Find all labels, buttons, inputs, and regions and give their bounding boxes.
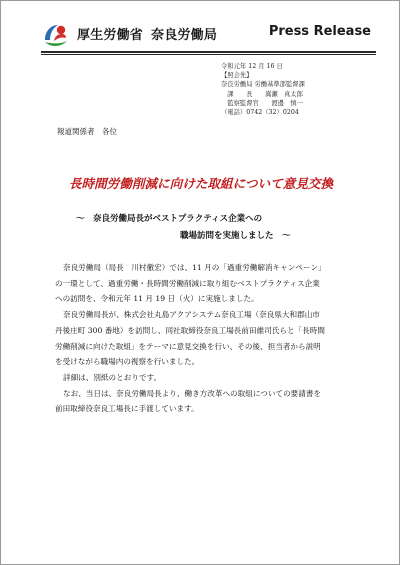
body-line: への訪問を、令和元年 11 月 19 日（火）に実施しました。 [55,294,259,304]
subtitle-line-2: 職場訪問を実施しました ～ [180,231,291,241]
release-date: 令和元年 12 月 16 日 [221,63,283,70]
document-title: 長時間労働削減に向けた取組について意見交換 [68,176,334,191]
body-line: なお、当日は、奈良労働局長より、働き方改革への取組についての要請書を [63,388,322,398]
subtitle-line-1: ～ 奈良労働局長がベストプラクティス企業への [76,214,263,224]
contact-info [221,62,351,117]
bureau-name: 奈良労働局 [151,28,218,43]
contact-line: 奈良労働局 労働基準部監督課 [221,81,305,89]
body-line: 労働削減に向けた取組」をテーマに意見交換を行い、その後、担当者から説明 [55,341,321,351]
header [41,20,381,50]
body-line: 奈良労働局（局長 川村徹宏）では、11 月の「過重労働解消キャンペーン」 [63,263,326,272]
contact-heading: 【照会先】 [221,72,253,80]
body-line: 丹後庄町 300 番地）を訪問し、同社取締役奈良工場長前田維司氏らと「長時間 [55,325,325,335]
contact-line: 監察監督官 渡邊 慎一 [221,99,303,107]
body-text [55,260,365,417]
ministry-logo-icon [41,20,71,50]
ministry-name: 厚生労働省 [77,28,144,43]
press-release-label: Press Release [268,24,371,39]
contact-line: （電話）0742（32）0204 [221,109,299,117]
org-name [77,24,217,43]
body-line: を受けながら職場内の視察を行いました。 [55,357,200,367]
header-divider [41,51,376,53]
addressee: 報道関係者 各位 [57,127,117,136]
body-line: 前田取締役奈良工場長に手渡しています。 [55,404,199,414]
header-divider-thin [41,54,376,55]
body-line: 詳細は、別紙のとおりです。 [63,372,162,382]
body-line: 奈良労働局長が、株式会社丸島アクアシステム奈良工場（奈良県大和郡山市 [63,310,320,320]
contact-line: 課 長 嵩瀬 真太郎 [221,90,303,98]
body-line: の一環として、過重労働・長時間労働削減に取り組むベストプラクティス企業 [55,278,320,288]
